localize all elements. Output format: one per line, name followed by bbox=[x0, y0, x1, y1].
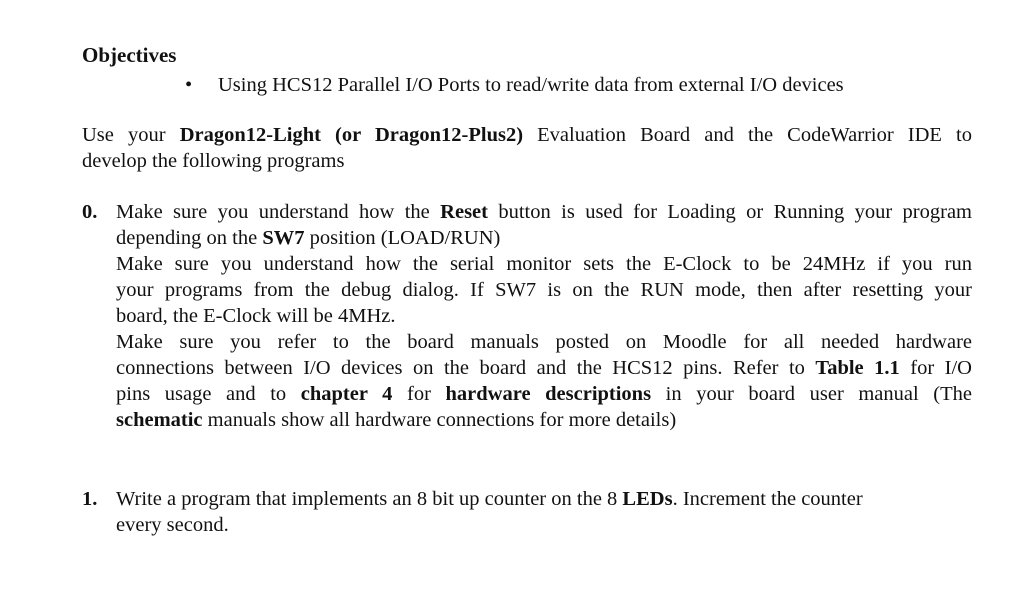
item0-line-9: schematic manuals show all hardware connections for more details) bbox=[116, 409, 677, 431]
objective-bullet-item bbox=[82, 71, 972, 99]
item0-line-5: board, the E-Clock will be 4MHz. bbox=[116, 305, 396, 327]
item0-line-8: pins usage and to chapter 4 for hardware descriptions in your board user manual (The bbox=[116, 383, 972, 405]
objective-text: Using HCS12 Parallel I/O Ports to read/write data from external I/O devices bbox=[218, 74, 844, 96]
intro-line-1: Use your Dragon12-Light (or Dragon12-Plus2) Evaluation Board and the CodeWarrior IDE to bbox=[82, 124, 972, 146]
intro-line-2: develop the following programs bbox=[82, 150, 345, 172]
item0-line-1: Make sure you understand how the Reset button is used for Loading or Running your program bbox=[116, 201, 972, 223]
item-number: 1. bbox=[82, 488, 98, 510]
intro-paragraph bbox=[82, 122, 972, 174]
task-item-0 bbox=[82, 199, 972, 433]
item0-line-2: depending on the SW7 position (LOAD/RUN) bbox=[116, 227, 501, 249]
bullet-icon: • bbox=[185, 74, 193, 96]
item-number: 0. bbox=[82, 201, 98, 223]
item0-line-4: your programs from the debug dialog. If SW7 is on the RUN mode, then after resetting your bbox=[116, 279, 972, 301]
task-item-1 bbox=[82, 486, 972, 538]
item1-line-1: Write a program that implements an 8 bit up counter on the 8 LEDs. Increment the counter bbox=[116, 488, 863, 510]
item0-line-6: Make sure you refer to the board manuals posted on Moodle for all needed hardware bbox=[116, 331, 972, 353]
item0-line-7: connections between I/O devices on the board and the HCS12 pins. Refer to Table 1.1 for I/O bbox=[116, 357, 972, 379]
objectives-heading: Objectives bbox=[82, 43, 177, 67]
item0-line-3: Make sure you understand how the serial monitor sets the E-Clock to be 24MHz if you run bbox=[116, 253, 972, 275]
board-name: Dragon12-Light (or Dragon12-Plus2) bbox=[179, 124, 524, 146]
document-body bbox=[82, 42, 972, 538]
item1-line-2: every second. bbox=[116, 514, 229, 536]
